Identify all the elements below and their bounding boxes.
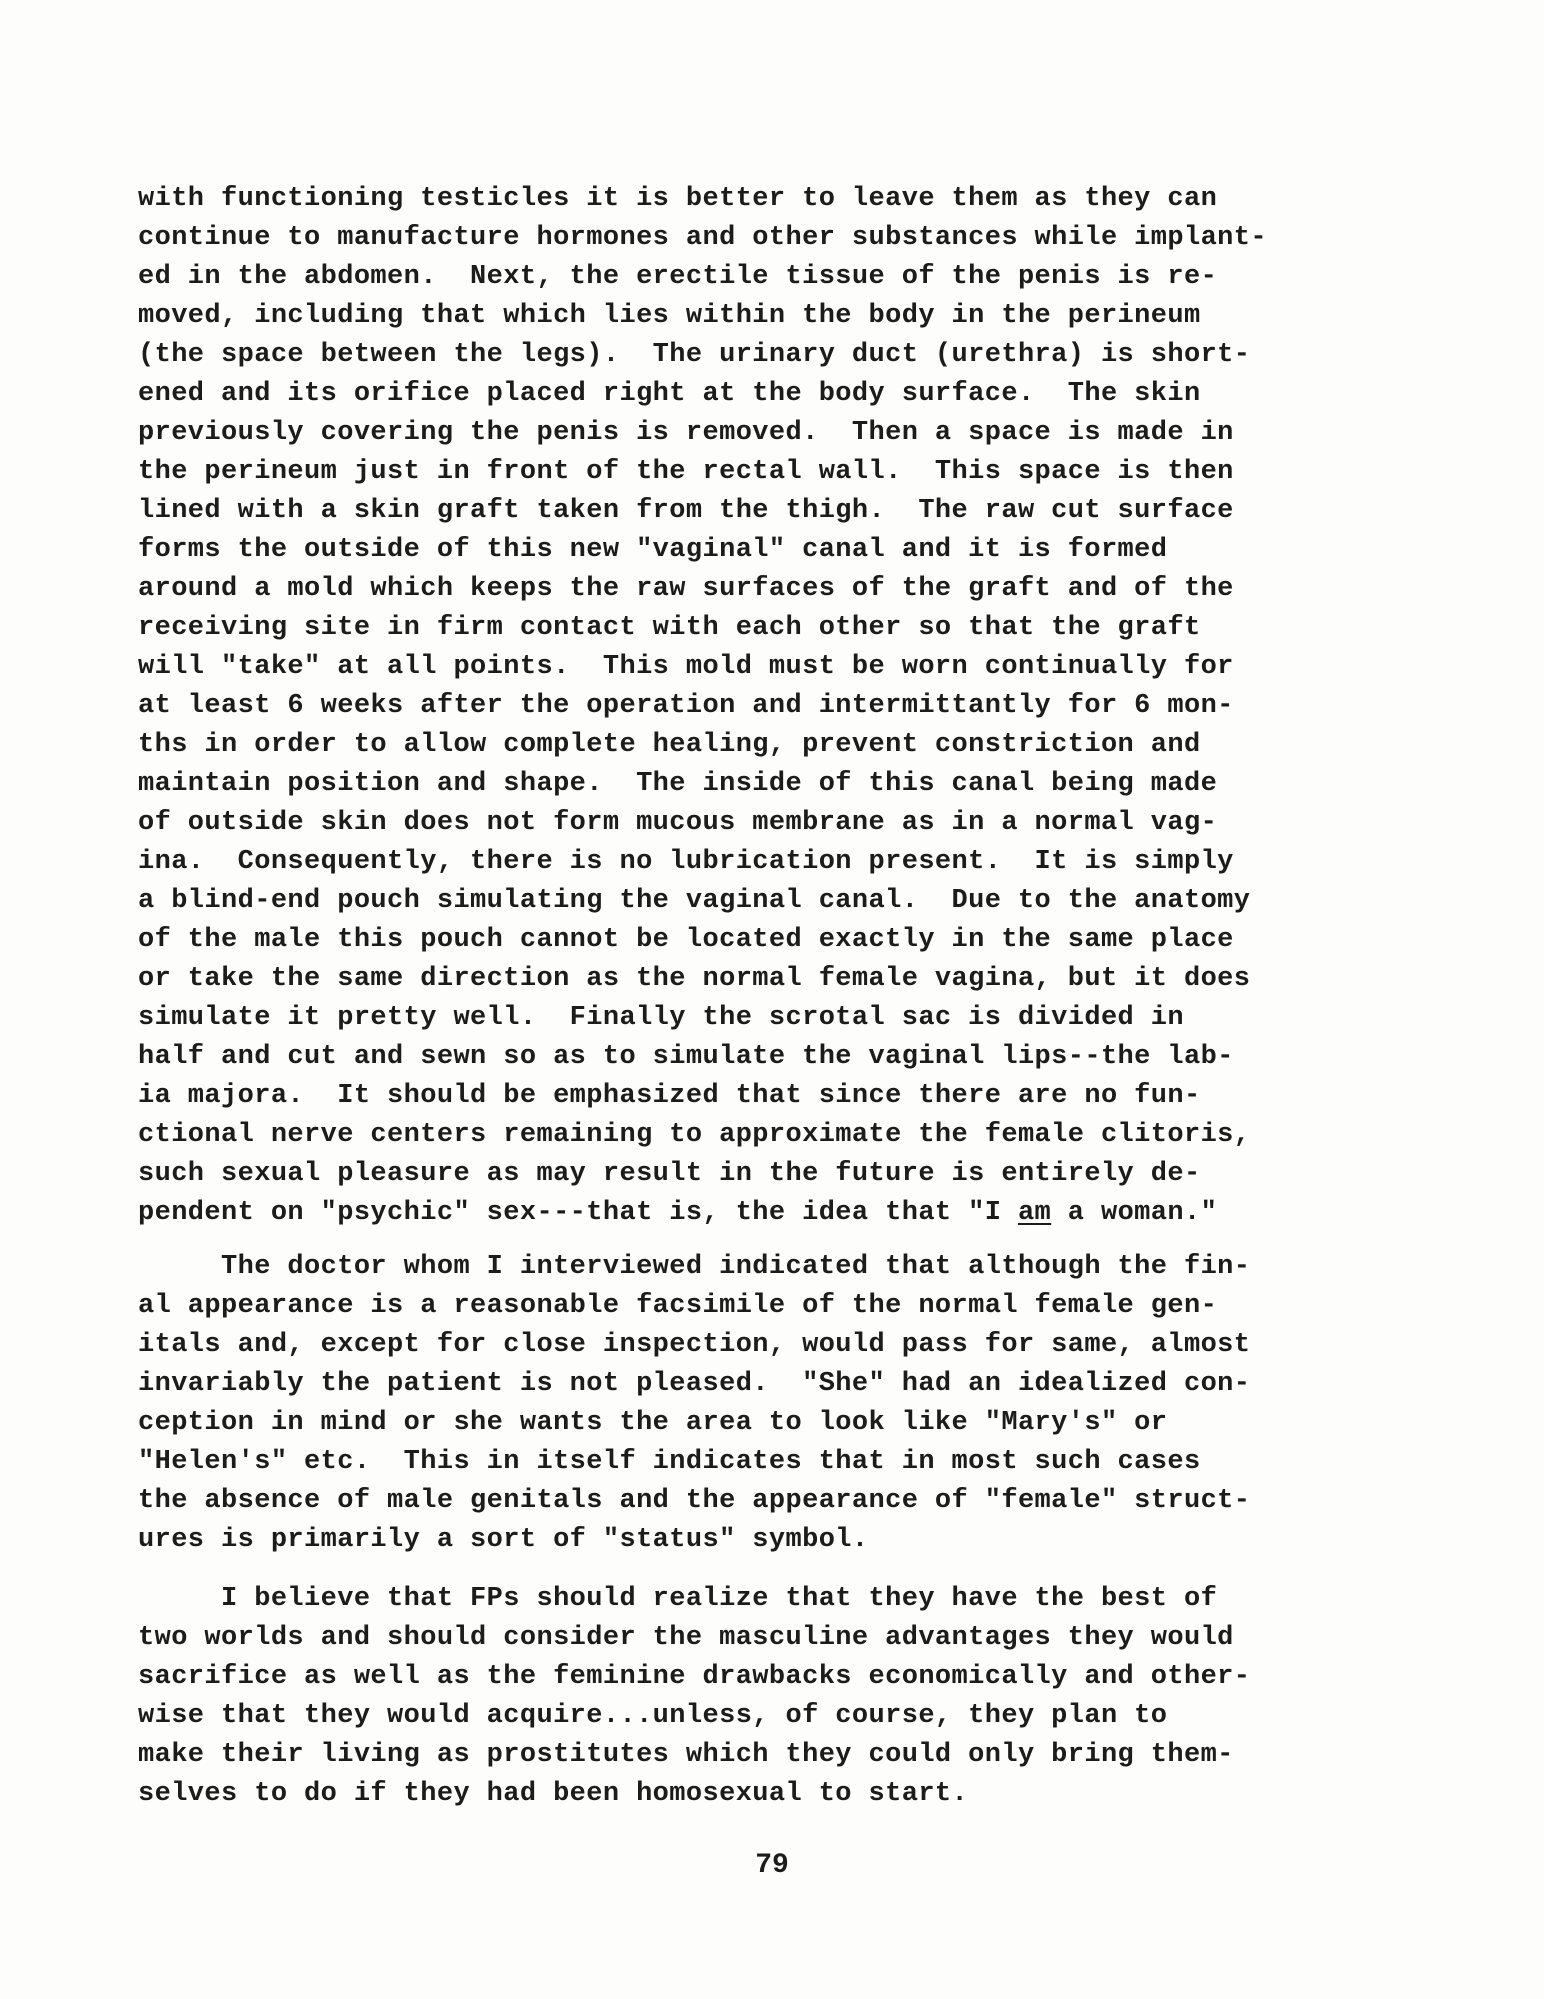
- text-line: lined with a skin graft taken from the thigh. The raw cut surface: [138, 496, 1234, 526]
- text-line: selves to do if they had been homosexual to start.: [138, 1779, 969, 1809]
- text-line: around a mold which keeps the raw surfaces of the graft and of the: [138, 574, 1234, 604]
- text-segment: pendent on "psychic" sex---that is, the idea that "I: [138, 1198, 1018, 1228]
- text-line: wise that they would acquire...unless, of course, they plan to: [138, 1701, 1168, 1731]
- text-line: previously covering the penis is removed. Then a space is made in: [138, 418, 1234, 448]
- text-line: continue to manufacture hormones and other substances while implant-: [138, 223, 1267, 253]
- text-line: ctional nerve centers remaining to approximate the female clitoris,: [138, 1120, 1251, 1150]
- text-line: or take the same direction as the normal female vagina, but it does: [138, 964, 1251, 994]
- text-line: receiving site in firm contact with each other so that the graft: [138, 613, 1201, 643]
- text-line: itals and, except for close inspection, would pass for same, almost: [138, 1330, 1251, 1360]
- text-line: half and cut and sewn so as to simulate the vaginal lips--the lab-: [138, 1042, 1234, 1072]
- text-line: a blind-end pouch simulating the vaginal canal. Due to the anatomy: [138, 886, 1251, 916]
- text-line: ened and its orifice placed right at the body surface. The skin: [138, 379, 1201, 409]
- text-line: ia majora. It should be emphasized that since there are no fun-: [138, 1081, 1201, 1111]
- text-line: The doctor whom I interviewed indicated that although the fin-: [138, 1252, 1251, 1282]
- text-line: al appearance is a reasonable facsimile of the normal female gen-: [138, 1291, 1218, 1321]
- text-line: forms the outside of this new "vaginal" canal and it is formed: [138, 535, 1168, 565]
- text-line: at least 6 weeks after the operation and intermittantly for 6 mon-: [138, 691, 1234, 721]
- text-line: of the male this pouch cannot be located exactly in the same place: [138, 925, 1234, 955]
- text-line: invariably the patient is not pleased. "She" had an idealized con-: [138, 1369, 1251, 1399]
- text-line: maintain position and shape. The inside of this canal being made: [138, 769, 1218, 799]
- text-line: with functioning testicles it is better to leave them as they can: [138, 184, 1218, 214]
- paragraph-author-opinion: [138, 1580, 1448, 1814]
- underlined-word: am: [1017, 1198, 1052, 1228]
- text-segment: a woman.": [1051, 1198, 1218, 1228]
- page-number: 79: [755, 1850, 789, 1881]
- text-line: of outside skin does not form mucous membrane as in a normal vag-: [138, 808, 1218, 838]
- text-line: will "take" at all points. This mold must be worn continually for: [138, 652, 1234, 682]
- text-line: simulate it pretty well. Finally the scrotal sac is divided in: [138, 1003, 1184, 1033]
- text-line: ed in the abdomen. Next, the erectile tissue of the penis is re-: [138, 262, 1218, 292]
- text-line: ths in order to allow complete healing, prevent constriction and: [138, 730, 1201, 760]
- text-line: ures is primarily a sort of "status" symbol.: [138, 1525, 869, 1555]
- text-line: two worlds and should consider the masculine advantages they would: [138, 1623, 1234, 1653]
- text-line: (the space between the legs). The urinary duct (urethra) is short-: [138, 340, 1251, 370]
- text-line: "Helen's" etc. This in itself indicates that in most such cases: [138, 1447, 1201, 1477]
- text-line: ina. Consequently, there is no lubrication present. It is simply: [138, 847, 1234, 877]
- text-line: the perineum just in front of the rectal wall. This space is then: [138, 457, 1234, 487]
- text-line-last: [138, 1194, 1448, 1233]
- text-line: I believe that FPs should realize that they have the best of: [138, 1584, 1218, 1614]
- text-line: make their living as prostitutes which they could only bring them-: [138, 1740, 1234, 1770]
- paragraph-doctor-interview: [138, 1248, 1448, 1560]
- text-line: moved, including that which lies within the body in the perineum: [138, 301, 1201, 331]
- paragraph-surgery-description: [138, 180, 1448, 1233]
- text-line: sacrifice as well as the feminine drawbacks economically and other-: [138, 1662, 1251, 1692]
- text-line: the absence of male genitals and the appearance of "female" struct-: [138, 1486, 1251, 1516]
- text-line: such sexual pleasure as may result in the future is entirely de-: [138, 1159, 1201, 1189]
- text-line: ception in mind or she wants the area to look like "Mary's" or: [138, 1408, 1168, 1438]
